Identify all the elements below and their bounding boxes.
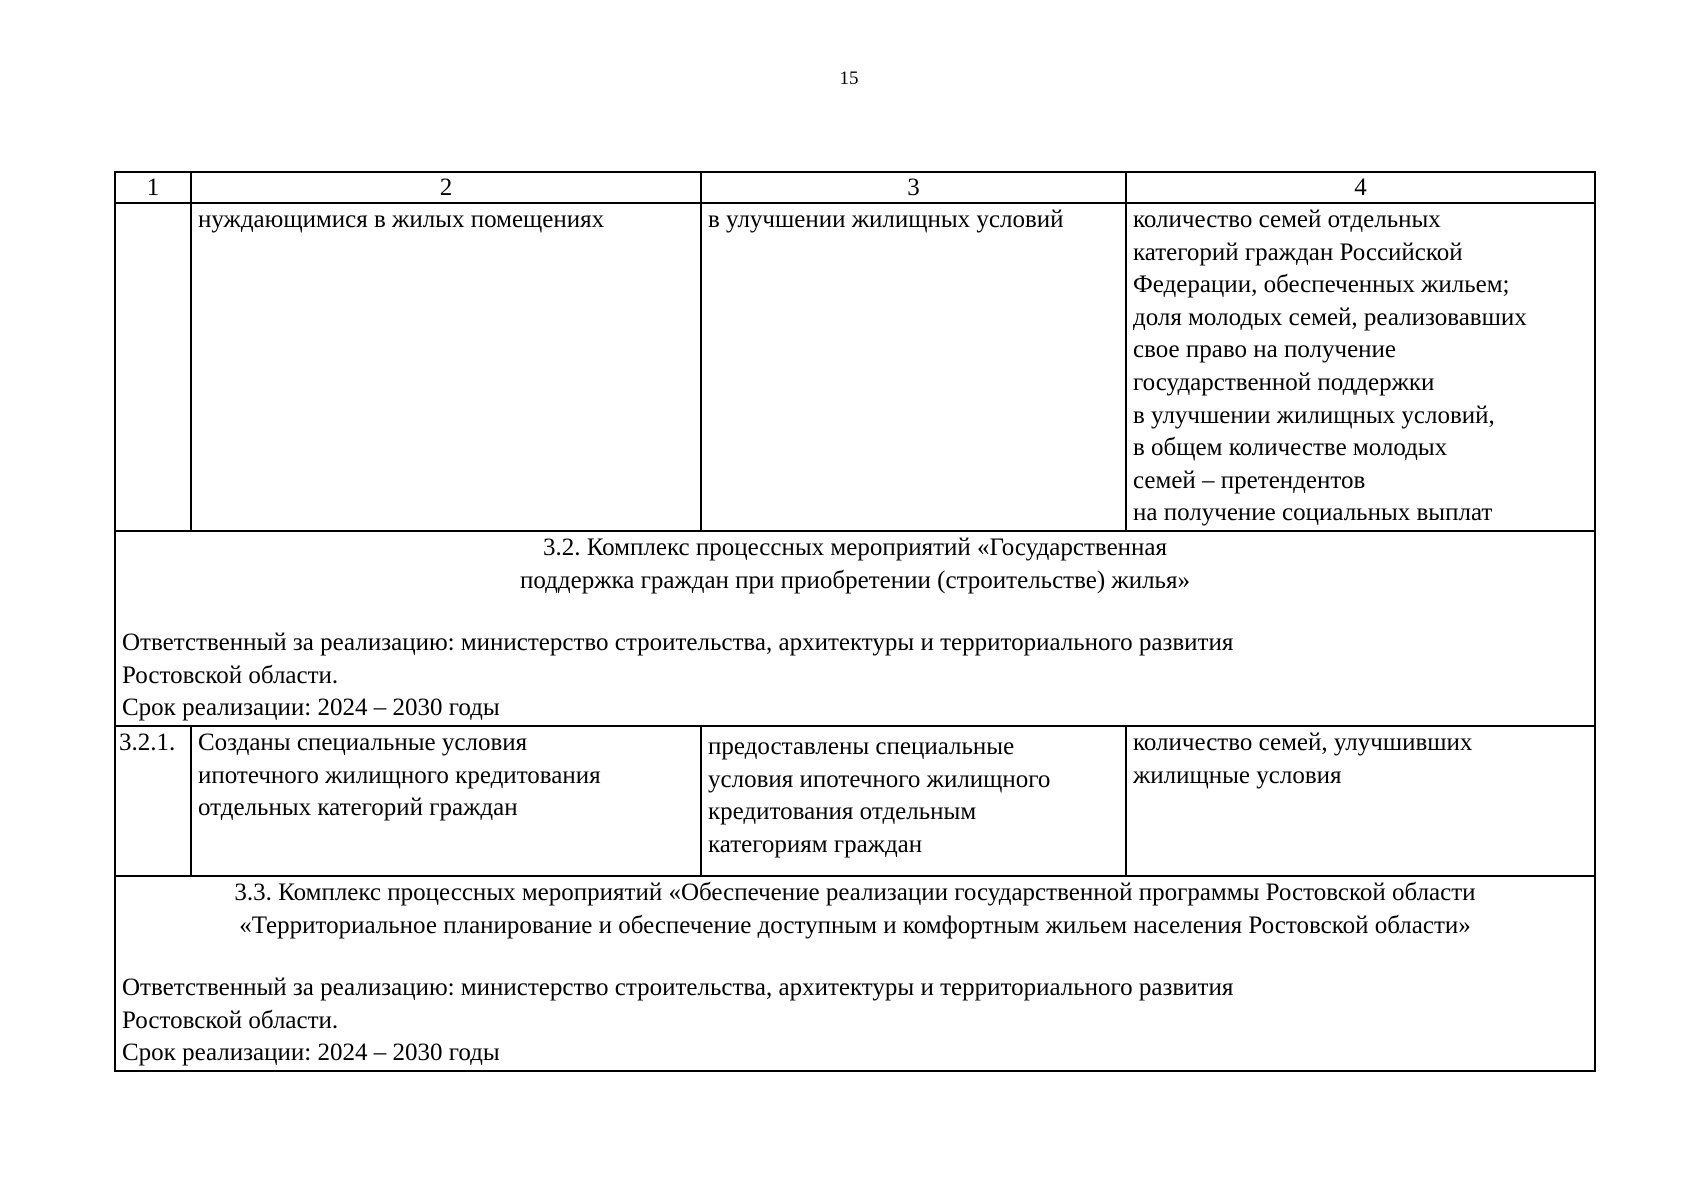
- result-cell: [191, 203, 701, 531]
- section-cell-3-2: [115, 531, 1595, 726]
- table-row: [115, 203, 1595, 531]
- document-table: [114, 171, 1596, 1072]
- indicator-text: количество семей, улучшивших жилищные условия: [1133, 728, 1473, 789]
- description-cell: [701, 726, 1126, 876]
- section-title-3-3: 3.3. Комплекс процессных мероприятий «Обеспечение реализации государственной программы Ростовской области «Территориальное планирование и обеспечение доступным и комфортным жильем населения Ростовской области»: [234, 878, 1476, 939]
- page-number: 15: [839, 68, 859, 89]
- indicator-cell: [1126, 203, 1595, 531]
- description-text: предоставлены специальные условия ипотечного жилищного кредитования отдельным категориям граждан: [708, 732, 1051, 858]
- table-row: [115, 726, 1595, 876]
- header-cell-1: 1: [115, 172, 191, 203]
- header-cell-3: 3: [701, 172, 1126, 203]
- section-term-3-3: Срок реализации: 2024 – 2030 годы: [122, 1039, 500, 1067]
- header-cell-4: 4: [1126, 172, 1595, 203]
- description-cell: [701, 203, 1126, 531]
- section-spacer: [122, 597, 1588, 627]
- result-cell: [191, 726, 701, 876]
- row-number-cell: 3.2.1.: [115, 726, 191, 876]
- section-responsible-3-3: Ответственный за реализацию: министерство строительства, архитектуры и территориального развития Ростовской области.: [122, 974, 1234, 1034]
- section-responsible-3-2: Ответственный за реализацию: министерство строительства, архитектуры и территориального развития Ростовской области.: [122, 629, 1234, 689]
- result-text: нуждающимися в жилых помещениях: [198, 206, 605, 233]
- description-text: в улучшении жилищных условий: [708, 206, 1064, 233]
- table-header-row: [115, 172, 1595, 203]
- indicator-text: количество семей отдельных категорий граждан Российской Федерации, обеспеченных жильем; доля молодых семей, реализовавших свое право на получение государственной поддержки в улучшении жилищных условий, в общем количестве молодых семей – претендентов на получение социальных выплат: [1133, 206, 1527, 527]
- section-term-3-2: Срок реализации: 2024 – 2030 годы: [122, 694, 500, 722]
- section-title-3-2: 3.2. Комплекс процессных мероприятий «Государственная поддержка граждан при приобретении (строительстве) жилья»: [520, 533, 1190, 594]
- header-cell-2: 2: [191, 172, 701, 203]
- indicator-cell: [1126, 726, 1595, 876]
- section-row-3-2: [115, 531, 1595, 726]
- row-number-cell: [115, 203, 191, 531]
- result-text: Созданы специальные условия ипотечного жилищного кредитования отдельных категорий граждан: [198, 728, 601, 822]
- section-spacer: [122, 942, 1588, 972]
- section-row-3-3: [115, 876, 1595, 1071]
- section-cell-3-3: [115, 876, 1595, 1071]
